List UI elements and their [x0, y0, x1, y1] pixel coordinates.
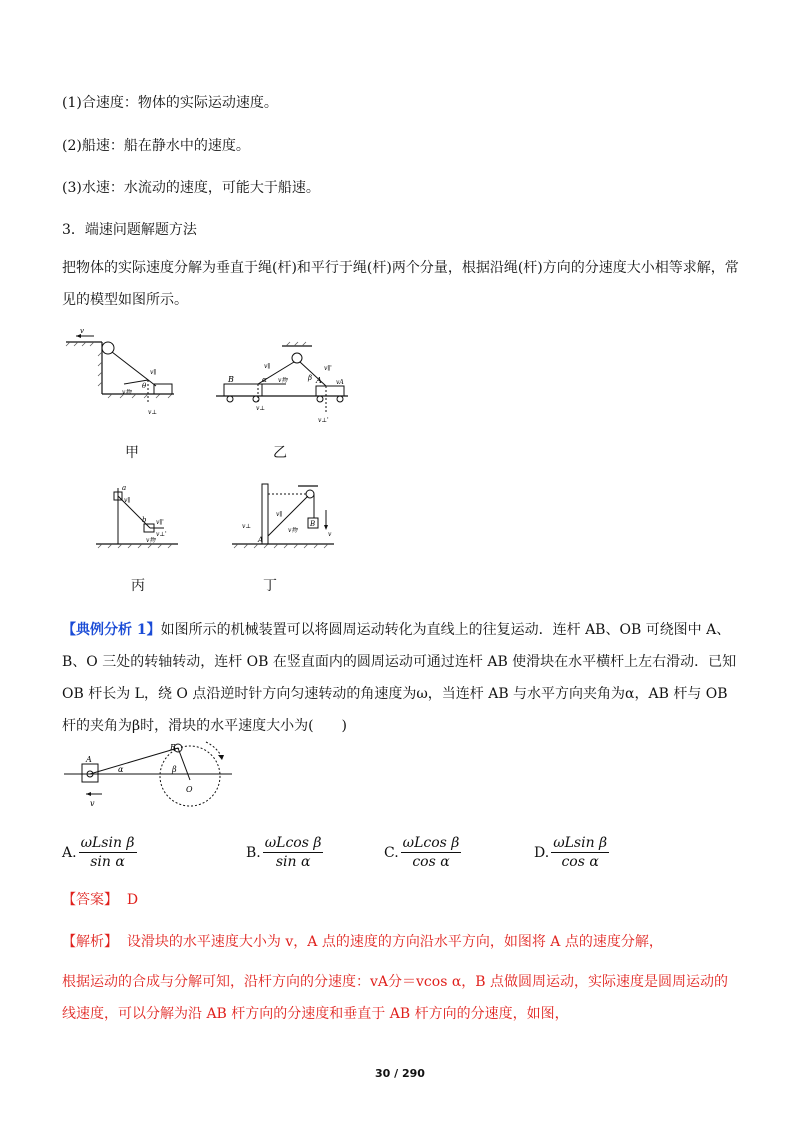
example-paragraph — [62, 614, 742, 742]
option-d — [534, 835, 609, 870]
svg-text:v物: v物 — [278, 377, 288, 384]
intro-paragraph: 把物体的实际速度分解为垂直于绳(杆)和平行于绳(杆)两个分量，根据沿绳(杆)方向的分速度大小相等求解，常见的模型如图所示。 — [62, 260, 739, 308]
figure-example — [62, 740, 242, 814]
svg-text:vA: vA — [336, 379, 344, 386]
answer-value: D — [126, 892, 139, 908]
option-b-letter: B. — [246, 844, 261, 861]
figure-bing — [92, 478, 182, 562]
svg-text:v∥: v∥ — [264, 363, 271, 370]
option-d-den: cos α — [561, 854, 599, 870]
figure-jia — [62, 322, 182, 421]
option-d-letter: D. — [534, 844, 550, 861]
option-b-num: ωLcos β — [264, 835, 322, 851]
answer-label: 【答案】 — [62, 892, 118, 908]
analysis-label: 【解析】 — [62, 934, 118, 950]
svg-text:v⊥: v⊥ — [148, 409, 158, 416]
option-a-den: sin α — [90, 854, 125, 870]
example-text: 如图所示的机械装置可以将圆周运动转化为直线上的往复运动．连杆 AB、OB 可绕图中 A、B、O 三处的转轴转动，连杆 OB 在竖直面内的圆周运动可通过连杆 AB 使滑块在水平横杆上左右滑动．已知 OB 杆长为 L，绕 O 点沿逆时针方向匀速转动的角速度为ω，当连杆 AB 与水平方向夹角为α，AB 杆与 OB 杆的夹角为β时，滑块的水平速度大小为( ) — [62, 622, 737, 734]
caption-jia: 甲 — [125, 445, 139, 461]
example-tag: 【典例分析 1】 — [62, 622, 161, 638]
svg-text:v∥': v∥' — [324, 365, 332, 372]
svg-text:α: α — [118, 765, 124, 774]
option-c-den: cos α — [412, 854, 450, 870]
svg-text:v⊥: v⊥ — [256, 405, 266, 412]
svg-text:v物: v物 — [146, 537, 156, 544]
svg-text:θ: θ — [142, 382, 147, 390]
analysis-text-1: 设滑块的水平速度大小为 v，A 点的速度的方向沿水平方向，如图将 A 点的速度分解， — [126, 934, 663, 950]
list-item-2: (2)船速：船在静水中的速度。 — [62, 138, 250, 154]
svg-text:B: B — [228, 375, 234, 384]
option-c — [384, 835, 461, 870]
svg-text:B: B — [310, 520, 316, 528]
figure-yi — [212, 340, 352, 434]
option-a-num: ωLsin β — [80, 835, 135, 851]
svg-text:v⊥': v⊥' — [318, 417, 329, 424]
svg-text:β: β — [308, 374, 313, 382]
svg-text:v∥: v∥ — [124, 497, 131, 504]
analysis-paragraph-2: 根据运动的合成与分解可知，沿杆方向的分速度：vA分＝vcos α，B 点做圆周运动，实际速度是圆周运动的线速度，可以分解为沿 AB 杆方向的分速度和垂直于 AB 杆方向的分速度，如图， — [62, 974, 729, 1022]
svg-text:v物: v物 — [122, 389, 132, 396]
list-item-3: (3)水速：水流动的速度，可能大于船速。 — [62, 180, 320, 196]
page-number: 30 / 290 — [375, 1067, 425, 1080]
option-d-num: ωLsin β — [553, 835, 608, 851]
option-a — [62, 835, 137, 870]
svg-text:v: v — [90, 799, 95, 808]
caption-bing: 丙 — [131, 578, 145, 594]
svg-text:A: A — [86, 755, 92, 764]
svg-text:A: A — [258, 536, 264, 544]
option-a-letter: A. — [62, 844, 77, 861]
option-c-num: ωLcos β — [402, 835, 460, 851]
svg-text:v⊥: v⊥ — [242, 523, 252, 530]
svg-text:v∥: v∥ — [150, 369, 157, 376]
svg-text:v∥: v∥ — [276, 511, 283, 518]
svg-text:b: b — [142, 516, 147, 524]
list-item-1: (1)合速度：物体的实际运动速度。 — [62, 95, 278, 111]
svg-text:a: a — [122, 484, 127, 492]
svg-text:v∥': v∥' — [156, 519, 164, 526]
svg-text:α: α — [262, 376, 267, 384]
svg-text:v: v — [80, 327, 84, 335]
option-c-letter: C. — [384, 844, 399, 861]
svg-text:v: v — [328, 531, 332, 538]
caption-yi: 乙 — [273, 445, 287, 461]
caption-ding: 丁 — [263, 578, 277, 594]
option-b — [246, 835, 323, 870]
answer-line — [62, 890, 138, 910]
svg-text:B: B — [170, 743, 176, 752]
figure-ding — [228, 478, 338, 562]
svg-text:O: O — [186, 785, 193, 794]
svg-text:A: A — [316, 376, 322, 385]
analysis-line-1 — [62, 932, 663, 952]
svg-text:β: β — [172, 765, 177, 774]
section-title: 3．端速问题解题方法 — [62, 222, 197, 238]
svg-text:v⊥': v⊥' — [156, 531, 167, 538]
option-b-den: sin α — [275, 854, 311, 870]
svg-text:v物: v物 — [288, 527, 298, 534]
